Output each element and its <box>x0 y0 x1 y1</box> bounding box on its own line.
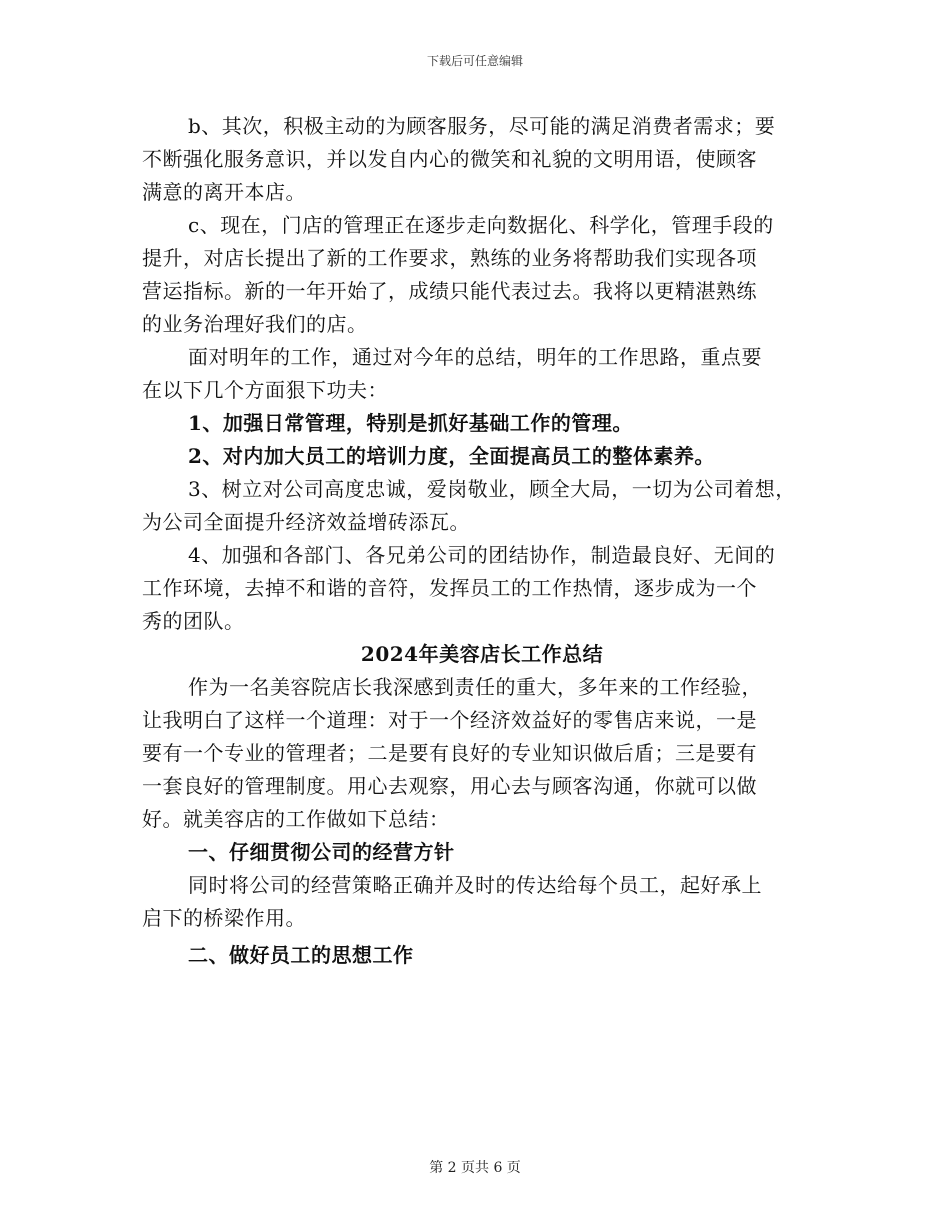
paragraph-line: 要有一个专业的管理者；二是要有良好的专业知识做后盾；三是要有 <box>142 741 757 765</box>
list-item-bold: 1、加强日常管理，特别是抓好基础工作的管理。 <box>188 411 633 435</box>
paragraph-line: 的业务治理好我们的店。 <box>142 312 368 336</box>
paragraph-line: 面对明年的工作，通过对今年的总结，明年的工作思路，重点要 <box>188 345 762 369</box>
list-item: 秀的团队。 <box>142 609 245 633</box>
paragraph-line: 满意的离开本店。 <box>142 180 306 204</box>
list-item: 为公司全面提升经济效益增砖添瓦。 <box>142 510 470 534</box>
paragraph-line: 不断强化服务意识，并以发自内心的微笑和礼貌的文明用语，使顾客 <box>142 147 757 171</box>
paragraph-line: 同时将公司的经营策略正确并及时的传达给每个员工，起好承上 <box>188 873 762 897</box>
paragraph-line: b、其次，积极主动的为顾客服务，尽可能的满足消费者需求；要 <box>188 114 776 138</box>
paragraph-line: 启下的桥梁作用。 <box>142 906 306 930</box>
paragraph-line: 一套良好的管理制度。用心去观察，用心去与顾客沟通，你就可以做 <box>142 774 757 798</box>
document-body <box>142 110 822 972</box>
paragraph-line: 提升，对店长提出了新的工作要求，熟练的业务将帮助我们实现各项 <box>142 246 757 270</box>
list-item-bold: 2、对内加大员工的培训力度，全面提高员工的整体素养。 <box>188 444 715 468</box>
page-header: 下载后可任意编辑 <box>426 54 523 68</box>
paragraph-line: c、现在，门店的管理正在逐步走向数据化、科学化，管理手段的 <box>188 213 774 237</box>
section-title: 2024年美容店长工作总结 <box>360 642 604 666</box>
list-item: 工作环境，去掉不和谐的音符，发挥员工的工作热情，逐步成为一个 <box>142 576 757 600</box>
paragraph-line: 让我明白了这样一个道理：对于一个经济效益好的零售店来说，一是 <box>142 708 757 732</box>
subheading: 二、做好员工的思想工作 <box>188 943 414 967</box>
paragraph-line: 营运指标。新的一年开始了，成绩只能代表过去。我将以更精湛熟练 <box>142 279 757 303</box>
paragraph-line: 好。就美容店的工作做如下总结： <box>142 807 450 831</box>
list-item: 3、树立对公司高度忠诚，爱岗敬业，顾全大局，一切为公司着想， <box>188 477 796 501</box>
paragraph-line: 作为一名美容院店长我深感到责任的重大，多年来的工作经验， <box>188 675 762 699</box>
list-item: 4、加强和各部门、各兄弟公司的团结协作，制造最良好、无间的 <box>188 543 776 567</box>
subheading: 一、仔细贯彻公司的经营方针 <box>188 840 455 864</box>
paragraph-line: 在以下几个方面狠下功夫： <box>142 378 388 402</box>
page-footer: 第 2 页共 6 页 <box>429 1160 521 1176</box>
